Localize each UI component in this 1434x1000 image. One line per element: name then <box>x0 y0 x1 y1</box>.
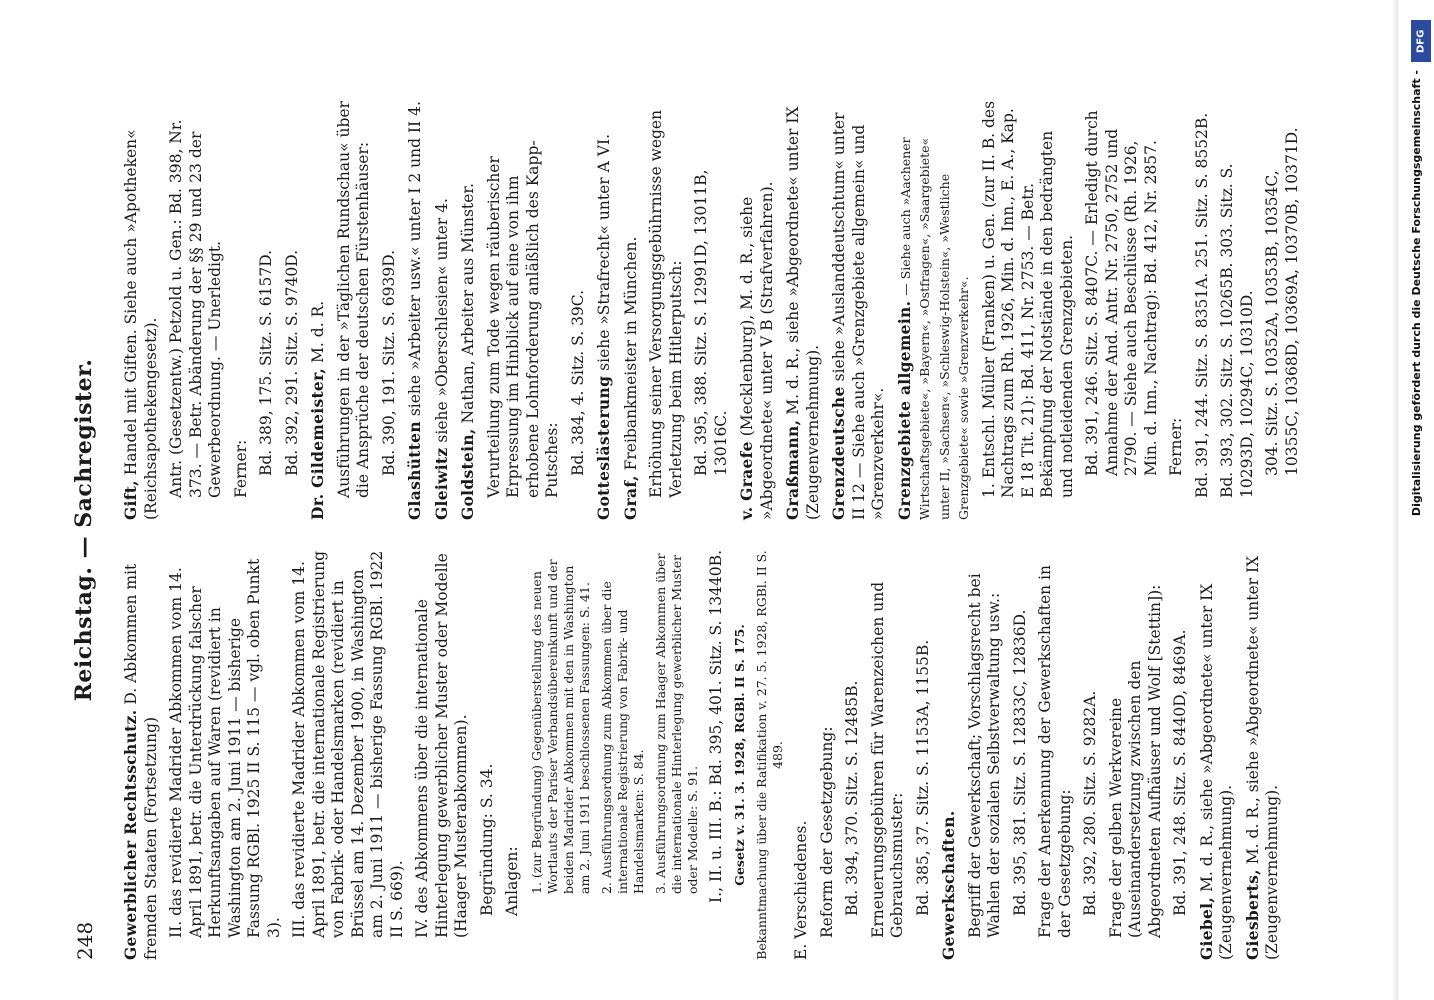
list-item: Begriff der Gewerkschaft; Vorschlagsrecht bei Wahlen der sozialen Selbstverwaltung usw.: <box>965 573 1003 938</box>
list-item: Frage der Anerkennung der Gewerkschaften in der Gesetzgebung: <box>1036 564 1074 938</box>
digitization-credit: Digitalisierung gefördert durch die Deutsche Forschungsgemeinschaft - <box>1410 70 1423 517</box>
digitization-credit-strip <box>1408 10 1432 990</box>
list-item: Bd. 389, 175. Sitz. S. 6157D. <box>257 249 275 476</box>
dfg-logo: DFG <box>1411 20 1431 62</box>
list-item: Bd. 384, 4. Sitz. S. 39C. <box>568 289 587 476</box>
list-item: 304. Sitz. S. 10352A, 10353B, 10354C, 10355C, 10368D, 10369A, 10370B, 10371D. <box>1263 127 1301 476</box>
list-item: Verurteilung zum Tode wegen räuberischer Erpressung im Hinblick auf eine von ihm erhobene Lohnforderung anläßlich des Kapp-Putsches: <box>484 140 561 498</box>
list-item: Bd. 395, 381. Sitz. S. 12833C, 12836D. <box>1010 609 1029 916</box>
list-item: Bekanntmachung über die Ratifikation v. 27. 5. 1928, RGBl. II S. 489. <box>754 550 785 960</box>
entry-gift: Gift, Handel mit Giften. Siehe auch »Apotheken« (Reichsapothekengesetz). <box>121 129 160 520</box>
list-item: Ferner: <box>1167 417 1185 476</box>
list-item: Erneuerungsgebühren für Warenzeichen und Gebrauchsmuster: <box>868 581 906 938</box>
list-item: Antr. (Gesetzentw.) Petzold u. Gen.: Bd. 398, Nr. 373. — Betr. Abänderung der §§ 29 und 23 der Gewerbeordnung. — Unerledigt. <box>167 119 224 498</box>
list-item: 2. Ausführungsordnung zum Abkommen über die internationale Registrierung von Fabrik- und Handelsmarken: S. 84. <box>598 581 646 894</box>
list-item: 3. Ausführungsordnung zum Haager Abkommen über die internationale Hinterlegung gewerblicher Muster oder Modelle: S. 91. <box>652 553 700 894</box>
entry-gleiwitz: Gleiwitz siehe »Oberschlesien« unter 4. <box>431 198 451 520</box>
list-item: Ferner: <box>231 439 250 498</box>
entry-graf: Graf, Freibankmeister in München. <box>620 236 640 520</box>
list-item: II. das revidierte Madrider Abkommen vom 14. April 1891, betr. die Unterdrückung falscher Herkunftsangaben auf Waren (revidiert in Washington am 2. Juni 1911 — bisherige Fassung RGBl. 1925 II S. 115 — vgl. oben Punkt 3). <box>167 558 283 938</box>
rotated-page-content <box>65 100 1325 960</box>
list-item: Ausführungen in der »Täglichen Rundschau« über die Ansprüche der deutschen Fürstenhäuser: <box>334 100 372 498</box>
list-item: Erhöhung seiner Versorgungsgebührnisse wegen Verletzung beim Hitlerputsch: <box>647 109 685 498</box>
entry-grassmann: Graßmann, M. d. R., siehe »Abgeordnete« unter IX (Zeugenvernehmung). <box>783 106 822 520</box>
list-item: 1. Entschl. Müller (Franken) u. Gen. (zur II. B. des Nachtrags zum Rh. 1926, Min. d. Inn., E. A., Kap. E 18 Tit. 21): Bd. 411, Nr. 2753. — Betr. Bekämpfung der Notstände in den bedrängten und notleidenden Grenzgebieten. <box>979 100 1076 498</box>
list-item: Bd. 393, 302. Sitz. S. 10265B. 303. Sitz. S. 10293D, 10294C, 10310D. <box>1218 163 1256 498</box>
entry-goldstein: Goldstein, Nathan, Arbeiter aus Münster. <box>458 183 477 520</box>
entry-grenzgebiete: Grenzgebiete allgemein. — Siehe auch »Aachener Wirtschaftsgebiete«, »Bayern«, »Ostfragen«, »Saargebiete« unter II, »Sachsen«, »Schleswig-Holstein«, »Westliche Grenzgebiete« sowie »Grenzverkehr«. <box>894 137 971 520</box>
list-item: Reform der Gesetzgebung: <box>817 726 836 938</box>
entry-gewerkschaften: Gewerkschaften. <box>939 810 958 960</box>
list-item: Bd. 392, 280. Sitz. S. 9282A. <box>1081 690 1099 916</box>
list-item: Bd. 391, 248. Sitz. S. 8440D, 8469A. <box>1171 629 1189 916</box>
scan-edge-shadow <box>1392 0 1398 1000</box>
entry-giesberts: Giesberts, M. d. R., siehe »Abgeordnete« unter IX (Zeugenvernehmung). <box>1242 555 1281 960</box>
list-item: Frage der gelben Werkvereine (Auseinandersetzung zwischen den Abgeordneten Aufhäuser und Wolf [Stettin]): <box>1106 584 1164 938</box>
entry-v-graefe: v. Graefe (Mecklenburg), M. d. R., siehe »Abgeordnete« unter V B (Strafverfahren). <box>737 181 776 520</box>
list-item: Bd. 385, 37. Sitz. S. 1153A, 1155B. <box>913 639 932 916</box>
running-title: Reichstag. — Sachregister. <box>71 358 97 702</box>
entry-glashuetten: Glashütten siehe »Arbeiter usw.« unter I 2 und II 4. <box>405 101 424 520</box>
list-item: IV. des Abkommens über die internationale Hinterlegung gewerblicher Muster oder Modelle (Haager Musterabkommen). <box>413 553 470 938</box>
list-item: I., II. u. III. B.: Bd. 395, 401. Sitz. S. 13440B. <box>706 550 725 903</box>
entry-gotteslaesterung: Gotteslästerung siehe »Strafrecht« unter A VI. <box>594 134 613 520</box>
list-item: Bd. 395, 388. Sitz. S. 12991D, 13011B, 13016C. <box>692 169 730 476</box>
list-item: Begründung: S. 34. <box>477 763 496 916</box>
list-item: Gesetz v. 31. 3. 1928, RGBl. II S. 175. <box>732 624 747 886</box>
list-item: Bd. 392, 291. Sitz. S. 9740D. <box>282 249 301 476</box>
page-header <box>65 100 105 960</box>
list-item: E. Verschiedenes. <box>792 820 810 960</box>
entry-gewerblicher-rechtsschutz: Gewerblicher Rechtsschutz. D. Abkommen mit fremden Staaten (Fortsetzung) <box>121 563 160 960</box>
left-column <box>121 550 1289 960</box>
list-item: Bd. 390, 191. Sitz. S. 6939D. <box>379 249 398 476</box>
page-number: 248 <box>73 921 97 960</box>
entry-gildemeister: Dr. Gildemeister, M. d. R. <box>308 300 327 520</box>
list-item: Bd. 394, 370. Sitz. S. 12485B. <box>843 680 861 916</box>
list-item: Bd. 391, 244. Sitz. S. 8351A. 251. Sitz. S. 8552B. <box>1192 112 1211 498</box>
right-column <box>121 100 1308 520</box>
list-item: III. das revidierte Madrider Abkommen vom 14. April 1891, betr. die internationale Registrierung von Fabrik- oder Handelsmarken (revidiert in Brüssel am 14. Dezember 1900, in Washington am 2. Juni 1911 — bisherige Fassung RGBl. 1922 II S. 669). <box>290 550 406 938</box>
entry-grenzdeutsche: Grenzdeutsche siehe »Auslanddeutschtum« unter II 12 — Siehe auch »Grenzgebiete allgemein« und »Grenzverkehr«. <box>829 112 887 520</box>
list-item: Bd. 391, 246. Sitz. S. 8407C. — Erledigt durch Annahme der And. Antr. Nr. 2750, 2752 und 2790. — Siehe auch Beschlüsse (Rh. 1926, Min. d. Inn., Nachtrag): Bd. 412, Nr. 2857. <box>1083 110 1160 476</box>
entry-giebel: Giebel, M. d. R., siehe »Abgeordnete« unter IX (Zeugenvernehmung). <box>1196 583 1235 960</box>
list-item: Anlagen: <box>503 846 521 916</box>
list-item: 1. (zur Begründung) Gegenüberstellung des neuen Wortlauts der Pariser Verbandsübereinkunft und der beiden Madrider Abkommen mit den in Washington am 2. Juni 1911 beschlossenen Fassungen: S. 41. <box>528 559 592 894</box>
